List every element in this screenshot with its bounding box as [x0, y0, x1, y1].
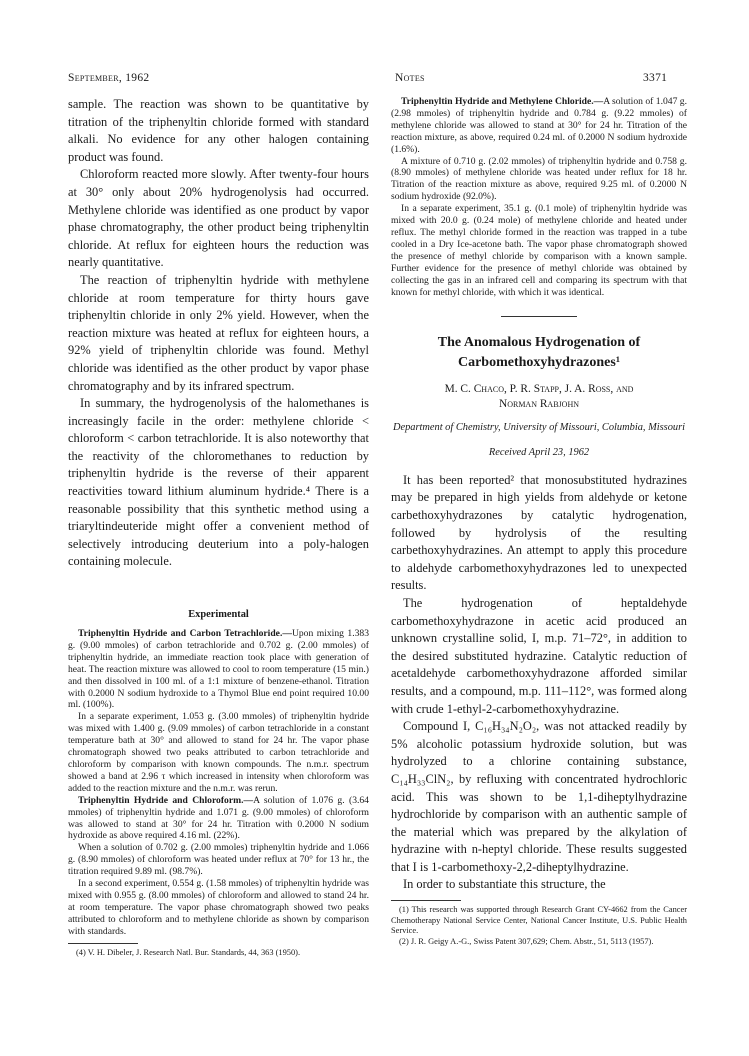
paragraph: Compound I, C₁₆H₃₄N₂O₂, was not attacked readily by 5% alcoholic potassium hydroxide solution, but was hydrolyzed to a chlorine containing substance, C₁₄H₃₃ClN₂, by refluxing with concentrated hydrochloric acid. This was shown to be 1,1-diheptylhydrazine hydrochloride by comparison with an authentic sample of the material which was prepared by the alkylation of hydrazine with n-heptyl chloride. These results suggested that I is 1-carbomethoxy-2,2-diheptylhydrazine.	[391, 719, 687, 874]
paragraph: sample. The reaction was shown to be quantitative by titration of the triphenyltin chloride formed with standard alkali. No evidence for any other halogen containing product was found.	[68, 97, 369, 164]
paragraph: Triphenyltin Hydride and Methylene Chloride.—A solution of 1.047 g. (2.98 mmoles) of triphenyltin hydride and 0.784 g. (9.22 mmoles) of methylene chloride was allowed to stand at 30° for 24 hr. Titration of the reaction mixture, as above, required 0.24 ml. of 0.2000 N sodium hydroxide (1.6%).	[391, 96, 687, 155]
experimental-text	[391, 96, 687, 298]
experimental-text	[68, 628, 369, 938]
section-heading-experimental: Experimental	[188, 609, 249, 621]
footnote: (2) J. R. Geigy A.-G., Swiss Patent 307,629; Chem. Abstr., 51, 5113 (1957).	[399, 936, 654, 946]
run-in-heading: Triphenyltin Hydride and Chloroform.—	[78, 794, 254, 806]
affiliation: Department of Chemistry, University of Missouri, Columbia, Missouri	[392, 422, 686, 434]
paragraph: Triphenyltin Hydride and Carbon Tetrachloride.—Upon mixing 1.383 g. (9.00 mmoles) of carbon tetrachloride and 0.702 g. (2.00 mmoles) of triphenyltin hydride, an immediate reaction took place with generation of heat. The reaction mixture was allowed to cool to room temperature (15 min.) and then dissolved in 100 ml. of a 1:1 mixture of benzene-ethanol. Titration with 0.2000 N sodium hydroxide to a Thymol Blue end point required 10.00 ml. (100%).	[68, 628, 370, 711]
footnote-rule	[68, 943, 138, 944]
paragraph: In order to substantiate this structure, the	[403, 877, 606, 892]
paragraph: In a second experiment, 0.554 g. (1.58 mmoles) of triphenyltin hydride was mixed with 0.955 g. (8.00 mmoles) of chloroform and allowed to stand 24 hr. at room temperature. The vapor phase chromatograph showed two peaks attributed to chloroform and to methylene chloride as shown by comparison with standards.	[68, 878, 369, 937]
right-column	[391, 96, 687, 947]
page-number: 3371	[643, 72, 668, 84]
footnotes	[68, 948, 369, 959]
body-text	[391, 472, 687, 894]
footnote: (4) V. H. Dibeler, J. Research Natl. Bur. Standards, 44, 363 (1950).	[76, 947, 301, 957]
received-date: Received April 23, 1962	[488, 446, 590, 458]
paragraph: In a separate experiment, 35.1 g. (0.1 mole) of triphenyltin hydride was mixed with 20.0 g. (0.24 mole) of methylene chloride and heated under reflux. The methyl chloride formed in the reaction was trapped in a tube cooled in a Dry Ice-acetone bath. The vapor phase chromatograph showed the presence of methyl chloride by comparison with a known sample. Further evidence for the presence of methyl chloride was obtained by collecting the gas in an infrared cell and comparing its spectrum with that known for methyl chloride, with which it was identical.	[391, 203, 687, 298]
paragraph: A mixture of 0.710 g. (2.02 mmoles) of triphenyltin hydride and 0.758 g. (8.90 mmoles) of methylene chloride was heated under reflux for 18 hr. Titration of the reaction mixture as above, required 9.25 ml. of 0.2000 N sodium hydroxide (92.0%).	[391, 155, 687, 203]
paragraph: In a separate experiment, 1.053 g. (3.00 mmoles) of triphenyltin hydride was mixed with 1.400 g. (9.09 mmoles) of carbon tetrachloride in a constant temperature bath at 30° and allowed to stand for 24 hr. The vapor phase chromatograph showed two peaks attributed to carbon tetrachloride and chloroform by comparison with known compounds. The n.m.r. spectrum showed a band at 2.96 τ which increased in intensity when chloroform was added to the reaction mixture and the n.m.r. was rerun.	[68, 711, 369, 794]
run-in-heading: Triphenyltin Hydride and Carbon Tetrachloride.—	[78, 628, 292, 640]
running-header-date: September, 1962	[68, 72, 150, 84]
footnote: (1) This research was supported through Research Grant CY-4662 from the Cancer Chemotherapy National Service Center, National Cancer Institute, U.S. Public Health Service.	[391, 905, 687, 936]
paragraph: Chloroform reacted more slowly. After twenty-four hours at 30° only about 20% hydrogenolysis had occurred. Methylene chloride was identified as one product by vapor phase chromatography, the other product being triphenyltin chloride. At reflux for eighteen hours the reduction was nearly quantitative.	[68, 167, 369, 270]
running-header-section: Notes	[395, 72, 425, 84]
footnotes	[391, 905, 687, 947]
paragraph: The reaction of triphenyltin hydride with methylene chloride at room temperature for thirty hours gave triphenyltin chloride in only 2% yield. However, when the reaction mixture was heated at reflux for eighteen hours, a 92% yield of triphenyltin chloride was found. Methyl chloride was identified as the other product by vapor phase chromatography and by its infrared spectrum.	[68, 272, 369, 393]
paragraph: It has been reported² that monosubstituted hydrazines may be prepared in high yields from aldehyde or ketone carbethoxyhydrazones by catalytic hydrogenation, followed by hydrolysis of the resulting carbethoxyhydrazines. An attempt to apply this procedure to aldehyde carbomethoxyhydrazones led to unexpected results.	[391, 472, 687, 593]
paragraph: Triphenyltin Hydride and Chloroform.—A solution of 1.076 g. (3.64 mmoles) of triphenyltin hydride and 1.071 g. (9.00 mmoles) of chloroform was allowed to stand at 30° for 24 hr. Titration with 0.2000 N sodium hydroxide as above required 4.16 ml. (22%).	[68, 794, 369, 842]
left-column	[68, 96, 369, 958]
article-title: The Anomalous Hydrogenation of Carbomethoxyhydrazones¹	[437, 335, 641, 370]
footnote-rule	[391, 900, 461, 901]
paragraph: The hydrogenation of heptaldehyde carbomethoxyhydrazone in acetic acid produced an unknown crystalline solid, I, m.p. 71–72°, in addition to the desired substituted hydrazine. Catalytic reduction of acetaldehyde carbomethoxyhydrazone afforded similar results, and a compound, m.p. 111–112°, was formed along with crude 1-ethyl-2-carbomethoxyhydrazine.	[391, 595, 687, 716]
body-text	[68, 96, 369, 571]
article-authors: M. C. Chaco, P. R. Stapp, J. A. Ross, and Norman Rabjohn	[444, 383, 634, 410]
run-in-heading: Triphenyltin Hydride and Methylene Chloride.—	[401, 96, 604, 107]
article-divider	[501, 316, 577, 317]
paragraph: In summary, the hydrogenolysis of the halomethanes is increasingly facile in the order: methylene chloride < chloroform < carbon tetrachloride. It is also noteworthy that the reactivity of the chloromethanes to reduction by triphenyltin hydride is the reverse of their apparent reactivities toward lithium aluminum hydride.⁴ There is a reasonable possibility that this synthetic method using a triaryltindeuteride might offer a convenient method of selectively introducing deuterium into a poly-halogen containing molecule.	[68, 396, 369, 569]
paragraph: When a solution of 0.702 g. (2.00 mmoles) triphenyltin hydride and 1.066 g. (8.90 mmoles) of chloroform was heated under reflux at 70° for 13 hr., the titration required 9.89 ml. (98.7%).	[68, 842, 369, 878]
